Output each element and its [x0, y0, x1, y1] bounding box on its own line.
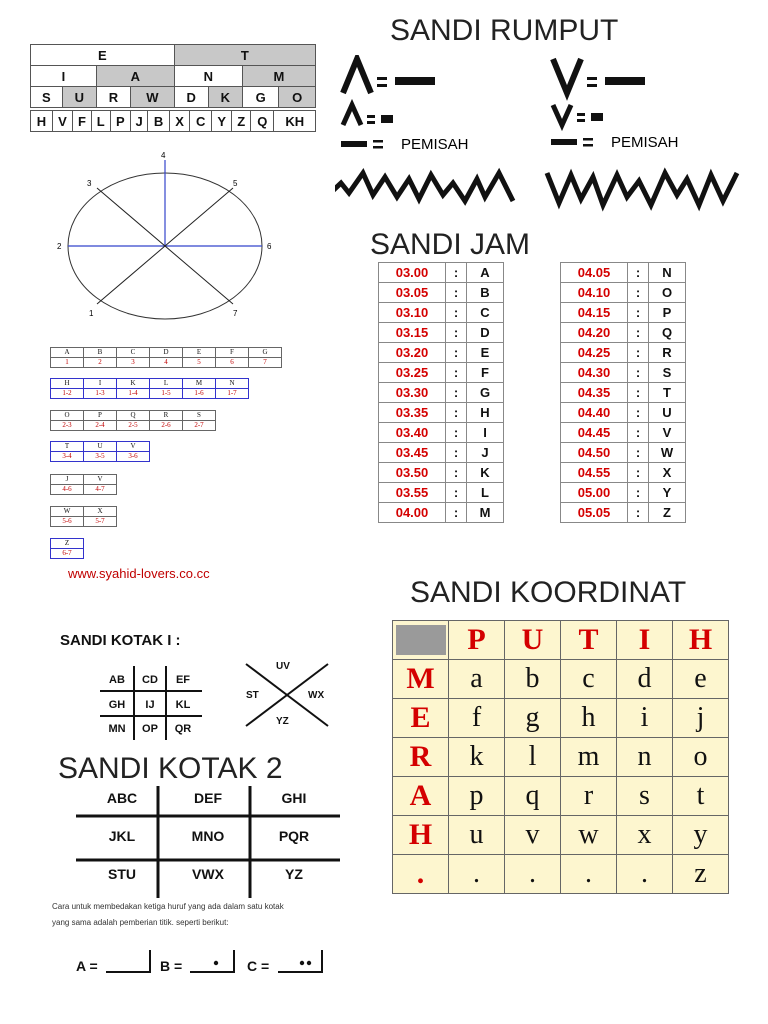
koordinat-cell: p	[449, 777, 505, 816]
jam-row	[561, 263, 686, 283]
caret-up-long-icon	[343, 59, 371, 93]
koordinat-cell: h	[561, 699, 617, 738]
jam-time: 03.55	[379, 483, 446, 503]
jam-colon: :	[628, 503, 649, 523]
kotak-cell: EF	[175, 673, 191, 686]
jam-letter: H	[467, 403, 504, 423]
grid-code: 1-5	[150, 389, 183, 399]
jam-letter: A	[467, 263, 504, 283]
jam-letter: W	[649, 443, 686, 463]
kotak-cell: MN	[108, 723, 126, 735]
koordinat-header: I	[617, 621, 673, 660]
jam-colon: :	[628, 283, 649, 303]
jam-letter: Z	[649, 503, 686, 523]
morse-cell: V	[52, 111, 72, 132]
jam-letter: M	[467, 503, 504, 523]
jam-row	[561, 463, 686, 483]
koordinat-cell: c	[561, 660, 617, 699]
morse-tree-table	[30, 44, 316, 108]
kotak-2-note-line1: Cara untuk membedakan ketiga huruf yang ada dalam satu kotak	[52, 902, 284, 911]
jam-row	[379, 503, 504, 523]
jam-row	[561, 283, 686, 303]
morse-cell: Q	[251, 111, 274, 132]
kotak-2-note-line2: yang sama adalah pemberian titik. seperti berikut:	[52, 918, 229, 927]
jam-colon: :	[628, 443, 649, 463]
grid-code: 1-4	[117, 389, 150, 399]
jam-row	[379, 283, 504, 303]
mapping-grid-row-2	[50, 378, 249, 399]
koordinat-cell: r	[561, 777, 617, 816]
pemisah-label-right: PEMISAH	[611, 134, 679, 151]
clock-label: 3	[87, 179, 92, 188]
kotak-cell: QR	[174, 723, 192, 735]
grid-letter: A	[51, 348, 84, 358]
jam-letter: B	[467, 283, 504, 303]
jam-time: 03.15	[379, 323, 446, 343]
koordinat-row-label: .	[393, 855, 449, 894]
jam-row	[379, 463, 504, 483]
jam-time: 04.15	[561, 303, 628, 323]
grid-code: 1-6	[183, 389, 216, 399]
jam-colon: :	[446, 363, 467, 383]
jam-letter: V	[649, 423, 686, 443]
morse-cell: P	[110, 111, 130, 132]
jam-letter: Y	[649, 483, 686, 503]
kotak-2-cell: JKL	[108, 828, 136, 844]
jam-colon: :	[446, 343, 467, 363]
morse-cell: KH	[274, 111, 316, 132]
jam-letter: J	[467, 443, 504, 463]
jam-letter: K	[467, 463, 504, 483]
grid-code: 7	[249, 358, 282, 368]
grid-code: 6	[216, 358, 249, 368]
jam-letter: C	[467, 303, 504, 323]
jam-time: 04.45	[561, 423, 628, 443]
caret-down-long-icon	[553, 59, 581, 93]
sandi-jam-title: SANDI JAM	[370, 228, 531, 261]
koordinat-cell: a	[449, 660, 505, 699]
koordinat-row-label: R	[393, 738, 449, 777]
jam-time: 03.05	[379, 283, 446, 303]
separator-dash-icon	[341, 141, 367, 147]
jam-colon: :	[446, 483, 467, 503]
jam-letter: D	[467, 323, 504, 343]
dash-short-icon	[381, 115, 393, 123]
grid-code: 1-2	[51, 389, 84, 399]
jam-time: 04.00	[379, 503, 446, 523]
kotak-cell: OP	[142, 723, 158, 735]
grid-code: 3-5	[84, 452, 117, 462]
grid-letter: U	[84, 442, 117, 452]
example-c-icon	[278, 950, 322, 972]
grid-code: 2	[84, 358, 117, 368]
morse-cell: R	[96, 87, 130, 108]
example-a-icon	[106, 950, 150, 972]
koordinat-cell: i	[617, 699, 673, 738]
morse-cell: X	[169, 111, 189, 132]
jam-row	[379, 263, 504, 283]
jam-colon: :	[628, 383, 649, 403]
jam-colon: :	[446, 323, 467, 343]
grid-code: 1-3	[84, 389, 117, 399]
jam-letter: I	[467, 423, 504, 443]
grid-code: 4-7	[84, 485, 117, 495]
grid-letter: M	[183, 379, 216, 389]
jam-row	[379, 423, 504, 443]
website-label: www.syahid-lovers.co.cc	[68, 566, 210, 581]
example-b-label: B =	[160, 958, 183, 974]
morse-cell: F	[73, 111, 92, 132]
morse-cell: C	[190, 111, 212, 132]
morse-cell: W	[131, 87, 175, 108]
koordinat-cell: f	[449, 699, 505, 738]
koordinat-cell: d	[617, 660, 673, 699]
jam-letter: R	[649, 343, 686, 363]
clock-label: 1	[89, 309, 94, 318]
morse-cell: I	[31, 66, 97, 87]
jam-colon: :	[628, 343, 649, 363]
jam-time: 04.05	[561, 263, 628, 283]
clock-label: 5	[233, 179, 238, 188]
jam-letter: X	[649, 463, 686, 483]
morse-tree-leaf-row	[30, 110, 316, 132]
grass-zigzag-up-icon	[335, 173, 513, 201]
grid-letter: R	[150, 411, 183, 421]
grid-code: 5	[183, 358, 216, 368]
jam-letter: Q	[649, 323, 686, 343]
grid-code: 5-7	[84, 517, 117, 527]
koordinat-cell: w	[561, 816, 617, 855]
clock-label: 6	[267, 242, 272, 251]
koordinat-cell: .	[617, 855, 673, 894]
grid-letter: E	[183, 348, 216, 358]
jam-time: 04.20	[561, 323, 628, 343]
grid-code: 4-6	[51, 485, 84, 495]
morse-cell: D	[174, 87, 208, 108]
jam-row	[561, 383, 686, 403]
example-a-label: A =	[76, 958, 98, 974]
morse-cell: J	[130, 111, 147, 132]
jam-time: 05.00	[561, 483, 628, 503]
morse-cell: E	[31, 45, 175, 66]
jam-colon: :	[628, 323, 649, 343]
jam-colon: :	[446, 403, 467, 423]
koordinat-cell: g	[505, 699, 561, 738]
sandi-koordinat-grid	[392, 620, 729, 894]
grid-letter: C	[117, 348, 150, 358]
jam-time: 04.30	[561, 363, 628, 383]
grid-letter: P	[84, 411, 117, 421]
grid-letter: B	[84, 348, 117, 358]
grid-letter: N	[216, 379, 249, 389]
pemisah-label-left: PEMISAH	[401, 136, 469, 153]
jam-colon: :	[446, 423, 467, 443]
grid-letter: W	[51, 507, 84, 517]
mapping-grid-row-6	[50, 506, 117, 527]
jam-colon: :	[446, 303, 467, 323]
morse-cell: A	[96, 66, 174, 87]
jam-row	[561, 303, 686, 323]
koordinat-cell: b	[505, 660, 561, 699]
jam-row	[561, 503, 686, 523]
sandi-rumput-title: SANDI RUMPUT	[390, 14, 619, 47]
jam-time: 03.35	[379, 403, 446, 423]
morse-cell: G	[242, 87, 279, 108]
jam-row	[561, 363, 686, 383]
clock-label: 2	[57, 242, 62, 251]
grid-letter: H	[51, 379, 84, 389]
mapping-grid-row-4	[50, 441, 150, 462]
jam-row	[561, 403, 686, 423]
koordinat-cell: v	[505, 816, 561, 855]
jam-row	[379, 323, 504, 343]
grid-letter: Q	[117, 411, 150, 421]
koordinat-cell: t	[673, 777, 729, 816]
koordinat-cell: s	[617, 777, 673, 816]
caret-down-short-icon	[553, 105, 571, 125]
jam-time: 03.30	[379, 383, 446, 403]
jam-time: 04.50	[561, 443, 628, 463]
grid-code: 1-7	[216, 389, 249, 399]
koordinat-row-label: E	[393, 699, 449, 738]
grid-code: 2-7	[183, 421, 216, 431]
kotak-2-cell: GHI	[281, 790, 307, 806]
jam-colon: :	[628, 483, 649, 503]
kotak-2-cell: PQR	[278, 828, 310, 844]
grid-code: 5-6	[51, 517, 84, 527]
jam-time: 03.10	[379, 303, 446, 323]
morse-cell: K	[208, 87, 242, 108]
koordinat-cell: x	[617, 816, 673, 855]
jam-colon: :	[446, 463, 467, 483]
grass-zigzag-down-icon	[547, 173, 737, 205]
jam-letter: L	[467, 483, 504, 503]
example-b-icon	[190, 950, 234, 972]
koordinat-cell: n	[617, 738, 673, 777]
grid-letter: T	[51, 442, 84, 452]
jam-time: 03.00	[379, 263, 446, 283]
mapping-grid-row-3	[50, 410, 216, 431]
jam-letter: O	[649, 283, 686, 303]
koordinat-cell: k	[449, 738, 505, 777]
grid-code: 2-4	[84, 421, 117, 431]
mapping-grid-row-1	[50, 347, 282, 368]
jam-time: 04.10	[561, 283, 628, 303]
jam-time: 04.25	[561, 343, 628, 363]
x-label-bottom: YZ	[276, 716, 289, 727]
jam-letter: T	[649, 383, 686, 403]
kotak-2-cell: YZ	[285, 866, 303, 882]
jam-row	[379, 303, 504, 323]
jam-row	[379, 483, 504, 503]
jam-row	[379, 363, 504, 383]
dash-long-icon	[395, 77, 435, 85]
jam-row	[561, 323, 686, 343]
jam-letter: F	[467, 363, 504, 383]
grid-letter: K	[117, 379, 150, 389]
kotak-2-cell: MNO	[191, 828, 225, 844]
x-label-right: WX	[308, 690, 325, 701]
koordinat-cell: z	[673, 855, 729, 894]
sandi-kotak-1-title: SANDI KOTAK I :	[60, 632, 181, 649]
grid-code: 2-5	[117, 421, 150, 431]
jam-time: 04.40	[561, 403, 628, 423]
jam-colon: :	[628, 263, 649, 283]
koordinat-row-label: A	[393, 777, 449, 816]
grid-letter: O	[51, 411, 84, 421]
example-c-label: C =	[247, 958, 270, 974]
koordinat-header: T	[561, 621, 617, 660]
morse-cell: N	[174, 66, 242, 87]
grid-letter: F	[216, 348, 249, 358]
jam-letter: G	[467, 383, 504, 403]
koordinat-header: H	[673, 621, 729, 660]
koordinat-cell: m	[561, 738, 617, 777]
jam-letter: E	[467, 343, 504, 363]
grid-code: 6-7	[51, 549, 84, 559]
kotak-1-grid	[100, 667, 200, 741]
kotak-2-cell: STU	[108, 866, 136, 882]
clock-circle-diagram	[55, 148, 280, 323]
jam-colon: :	[446, 283, 467, 303]
grid-letter: L	[150, 379, 183, 389]
morse-cell: S	[31, 87, 63, 108]
jam-letter: N	[649, 263, 686, 283]
morse-cell: Z	[232, 111, 251, 132]
koordinat-cell: e	[673, 660, 729, 699]
koordinat-cell: o	[673, 738, 729, 777]
koordinat-cell: .	[505, 855, 561, 894]
jam-colon: :	[446, 383, 467, 403]
jam-colon: :	[628, 363, 649, 383]
kotak-2-cell: DEF	[194, 790, 222, 806]
sandi-kotak-2-title: SANDI KOTAK 2	[58, 752, 283, 785]
clock-label: 4	[161, 151, 166, 160]
morse-cell: T	[174, 45, 315, 66]
jam-colon: :	[446, 503, 467, 523]
caret-up-short-icon	[343, 105, 361, 125]
kotak-cell: AB	[109, 673, 125, 686]
grid-code: 3	[117, 358, 150, 368]
jam-colon: :	[446, 263, 467, 283]
grid-code: 4	[150, 358, 183, 368]
jam-time: 03.40	[379, 423, 446, 443]
koordinat-cell: j	[673, 699, 729, 738]
grid-code: 2-6	[150, 421, 183, 431]
jam-colon: :	[628, 303, 649, 323]
kotak-2-cell: VWX	[192, 866, 224, 882]
kotak-2-cell: ABC	[106, 790, 138, 806]
grid-letter: S	[183, 411, 216, 421]
jam-colon: :	[628, 463, 649, 483]
jam-colon: :	[628, 423, 649, 443]
clock-label: 7	[233, 309, 238, 318]
jam-row	[379, 383, 504, 403]
koordinat-cell: .	[449, 855, 505, 894]
grid-code: 1	[51, 358, 84, 368]
grid-letter: D	[150, 348, 183, 358]
jam-row	[561, 483, 686, 503]
jam-letter: S	[649, 363, 686, 383]
kotak-cell: GH	[108, 698, 126, 711]
sandi-jam-table-left	[378, 262, 504, 523]
jam-time: 04.55	[561, 463, 628, 483]
jam-time: 03.50	[379, 463, 446, 483]
kotak-cell: KL	[175, 698, 191, 711]
koordinat-header: U	[505, 621, 561, 660]
jam-letter: P	[649, 303, 686, 323]
kotak-cell: IJ	[145, 698, 155, 711]
jam-row	[379, 403, 504, 423]
grid-letter: X	[84, 507, 117, 517]
koordinat-cell: u	[449, 816, 505, 855]
kotak-2-example-symbols	[104, 946, 334, 976]
x-label-top: UV	[276, 661, 290, 672]
jam-time: 03.20	[379, 343, 446, 363]
jam-time: 05.05	[561, 503, 628, 523]
koordinat-row-label: H	[393, 816, 449, 855]
morse-cell: B	[148, 111, 170, 132]
koordinat-row-label: M	[393, 660, 449, 699]
koordinat-header: P	[449, 621, 505, 660]
sandi-rumput-symbols	[335, 55, 755, 215]
kotak-cell: CD	[142, 673, 158, 686]
koordinat-corner	[393, 621, 449, 660]
jam-time: 03.25	[379, 363, 446, 383]
grid-letter: V	[84, 475, 117, 485]
jam-row	[561, 443, 686, 463]
x-label-left: ST	[246, 690, 259, 701]
morse-cell: M	[242, 66, 315, 87]
grid-letter: Z	[51, 539, 84, 549]
morse-cell: O	[279, 87, 316, 108]
koordinat-cell: y	[673, 816, 729, 855]
jam-row	[379, 343, 504, 363]
jam-time: 03.45	[379, 443, 446, 463]
grid-letter: J	[51, 475, 84, 485]
grid-letter: V	[117, 442, 150, 452]
jam-colon: :	[446, 443, 467, 463]
morse-cell: H	[31, 111, 53, 132]
koordinat-cell: l	[505, 738, 561, 777]
sandi-koordinat-title: SANDI KOORDINAT	[410, 576, 687, 609]
grid-code: 3-4	[51, 452, 84, 462]
grid-code: 3-6	[117, 452, 150, 462]
koordinat-cell: q	[505, 777, 561, 816]
grid-letter: I	[84, 379, 117, 389]
mapping-grid-row-5	[50, 474, 117, 495]
jam-row	[561, 423, 686, 443]
morse-cell: U	[62, 87, 96, 108]
jam-row	[561, 343, 686, 363]
grid-code: 2-3	[51, 421, 84, 431]
jam-row	[379, 443, 504, 463]
koordinat-cell: .	[561, 855, 617, 894]
grid-letter: G	[249, 348, 282, 358]
jam-letter: U	[649, 403, 686, 423]
mapping-grid-row-7	[50, 538, 84, 559]
morse-cell: Y	[212, 111, 232, 132]
sandi-jam-table-right	[560, 262, 686, 523]
morse-cell: L	[91, 111, 110, 132]
jam-colon: :	[628, 403, 649, 423]
jam-time: 04.35	[561, 383, 628, 403]
